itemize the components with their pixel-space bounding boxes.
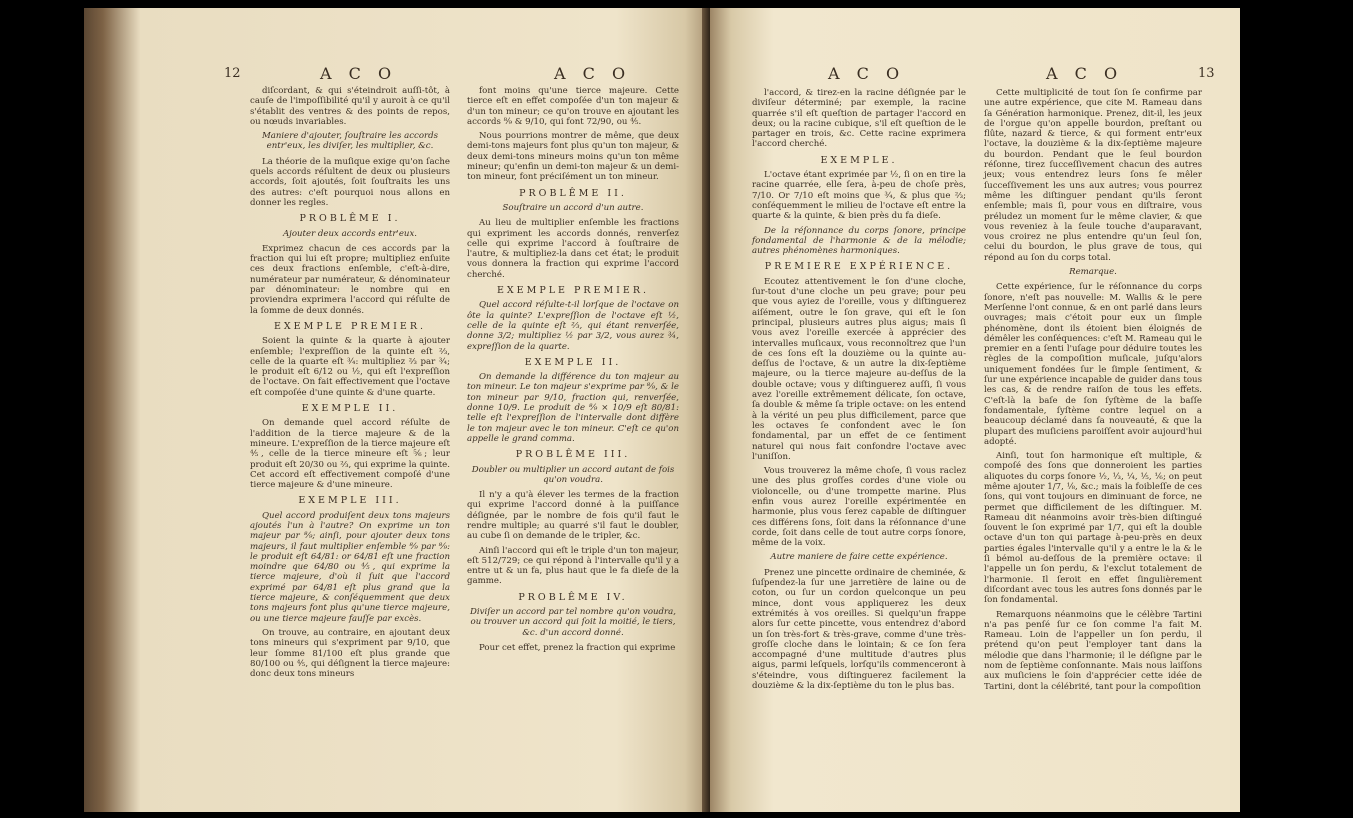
left-page [84, 8, 710, 812]
page-number: 12 [224, 66, 241, 81]
text-column [250, 86, 450, 683]
paragraph: diſcordant, & qui s'éteindroit auſſi-tôt, à cauſe de l'impoſſibilité qu'il y auroit à ce qu'il s'établit des ventres & des points de repos, ou nœuds invariables. [250, 86, 450, 127]
paragraph: l'accord, & tirez-en la racine déſignée par le diviſeur déterminé; par exemple, la racine quarrée s'il eſt queſtion de partager l'accord en deux; ou la racine cubique, s'il eſt queſtion de le partager en trois, &c. Cette racine exprimera l'accord cherché. [752, 88, 966, 150]
section-title: De la réſonnance du corps ſonore, principe fondamental de l'harmonie & de la mélodie; autres phénomènes harmoniques. [752, 225, 966, 257]
problem-heading: PROBLÊME III. [515, 449, 631, 461]
paragraph: Pour cet effet, prenez la fraction qui exprime [479, 642, 676, 653]
example-heading: EXEMPLE PREMIER. [273, 320, 427, 332]
running-head: A C O [828, 64, 906, 83]
running-head: A C O [320, 64, 398, 83]
paragraph: Prenez une pincette ordinaire de cheminée, & ſuſpendez-la ſur une jarretière de laine ou de coton, ou ſur un cordon quelconque un peu mince, dont vous appliquerez les deux extrémités à vos oreilles. Si quelqu'un frappe alors ſur cette pincette, vous entendrez d'abord un ſon très-fort & très-grave, comme d'une très-groſſe cloche dans le lointain; & ce ſon ſera accompagné d'une multitude d'autres plus aigus, parmi leſquels, lorſqu'ils commenceront à s'éteindre, vous diſtinguerez facilement la douzième & la dix-ſeptième du ton le plus bas. [752, 567, 966, 692]
paragraph: Cette multiplicité de tout ſon ſe confirme par une autre expérience, que cite M. Rameau dans ſa Génération harmonique. Prenez, dit-il, les jeux de l'orgue qu'on appelle bourdon, preſtant ou flûte, nazard & tierce, & qui forment entr'eux l'octave, la douzième & la dix-ſeptième majeure du bourdon. Pendant que le ſeul bourdon réſonne, tirez ſucceſſivement chacun des autres jeux; vous entendrez leurs ſons ſe mêler ſucceſſivement les uns aux autres; vous pourrez même les diſtinguer pendant qu'ils ſeront enſemble; mais ſi, pour vous en diſtraire, vous préludez un moment ſur le même clavier, & que vous reveniez à la ſeule touche d'auparavant, vous croirez ne plus entendre qu'un ſeul ſon, celui du bourdon, le plus grave de tous, qui répond au ſon du corps total. [984, 88, 1202, 263]
text-column [984, 88, 1202, 696]
experiment-heading: PREMIERE EXPÉRIENCE. [764, 261, 954, 273]
paragraph: Exprimez chacun de ces accords par la fraction qui lui eſt propre; multipliez enſuite ces deux fractions enſemble, c'eſt-à-dire, numérateur par numérateur, & dénominateur par dénominateur: le nombre qui en proviendra exprimera l'accord qui réſulte de la ſomme de deux donnés. [250, 243, 450, 316]
paragraph: On demande la différence du ton majeur au ton mineur. Le ton majeur s'exprime par ⁸⁄₉, & le ton mineur par 9/10, fraction qui, renverſée, donne 10/9. Le produit de ⁸⁄₉ × 10/9 eſt 80/81: telle eſt l'expreſſion de l'intervalle dont diffère le ton majeur avec le ton mineur. C'eſt ce qu'on appelle le grand comma. [467, 372, 679, 444]
paragraph: Remarquons néanmoins que le célèbre Tartini n'a pas penſé ſur ce ſon comme l'a fait M. Rameau. Loin de l'appeller un ſon perdu, il prétend qu'on peut l'employer tant dans la mélodie que dans l'harmonie; il le déſigne par le nom de ſeptième conſonnante. Mais nous laiſſons aux muſiciens le ſoin d'apprécier cette idée de Tartini, dont la célébrité, tant pour la compoſition [984, 609, 1202, 692]
paragraph: Nous pourrions montrer de même, que deux demi-tons majeurs font plus qu'un ton majeur, & deux demi-tons mineurs moins qu'un ton même mineur; qu'enfin un demi-ton majeur & un demi-ton mineur, font préciſément un ton mineur. [467, 131, 679, 183]
paragraph: Quel accord réſulte-t-il lorſque de l'octave on ôte la quinte? L'expreſſion de l'octave eſt ½, celle de la quinte eſt ⅔, qui étant renverſée, donne 3/2; multipliez ½ par 3/2, vous aurez ¾, expreſſion de la quarte. [467, 300, 679, 352]
subheading: Autre maniere de faire cette expérience. [770, 552, 948, 563]
paragraph: Il n'y a qu'à élever les termes de la fraction qui exprime l'accord donné à la puiſſance déſignée, par le nombre de fois qu'il faut le rendre multiple; au quarré s'il faut le doubler, au cube ſi on demande de le tripler, &c. [467, 490, 679, 542]
text-column [467, 86, 679, 657]
right-page [710, 8, 1240, 812]
problem-heading: PROBLÊME IV. [518, 591, 628, 603]
subheading: Remarque. [1069, 267, 1117, 278]
paragraph: Vous trouverez la même choſe, ſi vous raclez une des plus groſſes cordes d'une viole ou violoncelle, ou d'une trompette marine. Plus enfin vous aurez l'oreille expérimentée en harmonie, plus vous ſerez capable de diſtinguer ces différens ſons, ſoit dans la réſonnance d'une corde, ſoit dans celle de tout autre corps ſonore, même de la voix. [752, 466, 966, 549]
example-heading: EXEMPLE II. [524, 356, 622, 368]
subheading: Maniere d'ajouter, ſouſtraire les accords entr'eux, les diviſer, les multiplier, &c. [261, 131, 439, 152]
subheading: Doubler ou multiplier un accord autant de fois qu'on voudra. [471, 464, 675, 485]
book-spread [84, 8, 1240, 812]
example-heading: EXEMPLE II. [301, 403, 399, 415]
paragraph: On trouve, au contraire, en ajoutant deux tons mineurs qui s'expriment par 9/10, que leur ſomme 81/100 eſt plus grande que 80/100 ou ⅘, qui déſignent la tierce majeure: donc deux tons mineurs [250, 627, 450, 680]
paragraph: Ainſi l'accord qui eſt le triple d'un ton majeur, eſt 512/729; ce qui répond à l'intervalle qu'il y a entre ut & un fa, plus haut que le fa dieſe de la gamme. [467, 545, 679, 587]
paragraph: Cette expérience, ſur le réſonnance du corps ſonore, n'eſt pas nouvelle: M. Wallis & le pere Merſenne l'ont connue, & en ont parlé dans leurs ouvrages; mais c'étoit pour eux un ſimple phénomène, dont ils étoient bien éloignés de démêler les conſéquences: c'eſt M. Rameau qui le premier en a ſenti l'uſage pour déduire toutes les règles de la compoſition muſicale, juſqu'alors uniquement fondées ſur le ſimple ſentiment, & ſur une expérience incapable de guider dans tous les cas, & de rendre raiſon de tous les effets. C'eſt-là la baſe de ſon ſyſtème de la baſſe fondamentale, ſyſtème contre lequel on a beaucoup déclamé dans ſa nouveauté, & que la plupart des muſiciens paroiſſent avoir aujourd'hui adopté. [984, 282, 1202, 447]
paragraph: Ecoutez attentivement le ſon d'une cloche, ſur-tout d'une cloche un peu grave; pour peu que vous ayiez de l'oreille, vous y diſtinguerez aiſément, outre le ſon grave, qui eſt le ſon principal, plusieurs autres plus aigus; mais ſi vous avez l'oreille exercée à apprécier des intervalles muſicaux, vous reconnoîtrez que l'un de ces ſons eſt la douzième ou la quinte au-deſſus de l'octave, & un autre la dix-ſeptième majeure, ou la tierce majeure au-deſſus de la double octave; vous y diſtinguerez auſſi, ſi vous avez l'oreille extrêmement délicate, ſon octave, ſa double & même ſa triple octave: on les entend à la vérité un peu plus difficilement, parce que les octaves ſe confondent avec le ſon fondamental, par un effet de ce ſentiment naturel qui nous fait confondre l'octave avec l'uniſſon. [752, 276, 966, 462]
page-number: 13 [1198, 66, 1215, 81]
paragraph: Ainſi, tout ſon harmonique eſt multiple, & compoſé des ſons que donneroient les parties aliquotes du corps ſonore ½, ⅓, ¼, ⅕, ⅙; on peut même ajouter 1/7, ⅛, &c.; mais la foibleſſe de ces ſons, qui vont toujours en diminuant de force, ne permet que difficilement de les diſtinguer. M. Rameau dit néanmoins avoir très-bien diſtingué ſouvent le ſon exprimé par 1/7, qui eſt la double octave d'un ton qui partage à-peu-près en deux parties égales l'intervalle qu'il y a entre le la & le ſi bémol au-deſſous de la première octave: il l'appelle un ſon perdu, & l'exclut totalement de l'harmonie. Il ſeroit en effet ſingulièrement diſcordant avec tous les autres ſons donnés par le ſon fondamental. [984, 451, 1202, 606]
subheading: Diviſer un accord par tel nombre qu'on voudra, ou trouver un accord qui ſoit la moitié, le tiers, &c. d'un accord donné. [469, 607, 677, 638]
subheading: Souſtraire un accord d'un autre. [502, 202, 644, 213]
paragraph: Soient la quinte & la quarte à ajouter enſemble; l'expreſſion de la quinte eſt ⅔, celle de la quarte eſt ¾: multipliez ⅔ par ¾; le produit eſt 6/12 ou ½, qui eſt l'expreſſion de l'octave. On fait effectivement que l'octave eſt compoſée d'une quinte & d'une quarte. [250, 336, 450, 398]
paragraph: Quel accord produiſent deux tons majeurs ajoutés l'un à l'autre? On exprime un ton majeur par ⁸⁄₉; ainſi, pour ajouter deux tons majeurs, il faut multiplier enſemble ⁸⁄₉ par ⁸⁄₉: le produit eſt 64/81: or 64/81 eſt une fraction moindre que 64/80 ou ⅘, qui exprime la tierce majeure, d'où il ſuit que l'accord exprimé par 64/81 eſt plus grand que la tierce majeure, & conſéquemment que deux tons majeurs font plus qu'une tierce majeure, ou une tierce majeure fauſſe par excès. [250, 510, 450, 624]
paragraph: On demande quel accord réſulte de l'addition de la tierce majeure & de la mineure. L'expreſſion de la tierce majeure eſt ⅘, celle de la tierce mineure eſt ⅚; leur produit eſt 20/30 ou ⅔, qui exprime la quinte. Cet accord eſt effectivement compoſé d'une tierce majeure & d'une mineure. [250, 418, 450, 491]
running-head: A C O [554, 64, 632, 83]
problem-heading: PROBLÊME II. [519, 187, 627, 199]
paragraph: La théorie de la muſique exige qu'on ſache quels accords réſultent de deux ou plusieurs accords, ſoit ajoutés, ſoit ſouſtraits les uns des autres: c'eſt pourquoi nous allons en donner les regles. [250, 156, 450, 208]
example-heading: EXEMPLE. [820, 154, 898, 166]
paragraph: Au lieu de multiplier enſemble les fractions qui expriment les accords donnés, renverſez celle qui exprime l'accord à ſouſtraire de l'autre, & multipliez-la dans cet état; le produit vous donnera la fraction qui exprime l'accord cherché. [467, 218, 679, 280]
running-head: A C O [1046, 64, 1124, 83]
paragraph: L'octave étant exprimée par ½, ſi on en tire la racine quarrée, elle ſera, à-peu de choſe près, 7/10. Or 7/10 eſt moins que ¾, & plus que ⅔; conſéquemment le milieu de l'octave eſt entre la quarte & la quinte, & bien près du fa dieſe. [752, 170, 966, 222]
example-heading: EXEMPLE PREMIER. [496, 285, 650, 297]
paragraph: font moins qu'une tierce majeure. Cette tierce eſt en effet compoſée d'un ton majeur & d'un ton mineur; ce qu'on trouve en ajoutant les accords ⁸⁄₉ & 9/10, qui font 72/90, ou ⅘. [467, 86, 679, 127]
example-heading: EXEMPLE III. [298, 495, 402, 507]
subheading: Ajouter deux accords entr'eux. [282, 228, 418, 239]
problem-heading: PROBLÊME I. [299, 213, 401, 225]
text-column [752, 88, 966, 695]
